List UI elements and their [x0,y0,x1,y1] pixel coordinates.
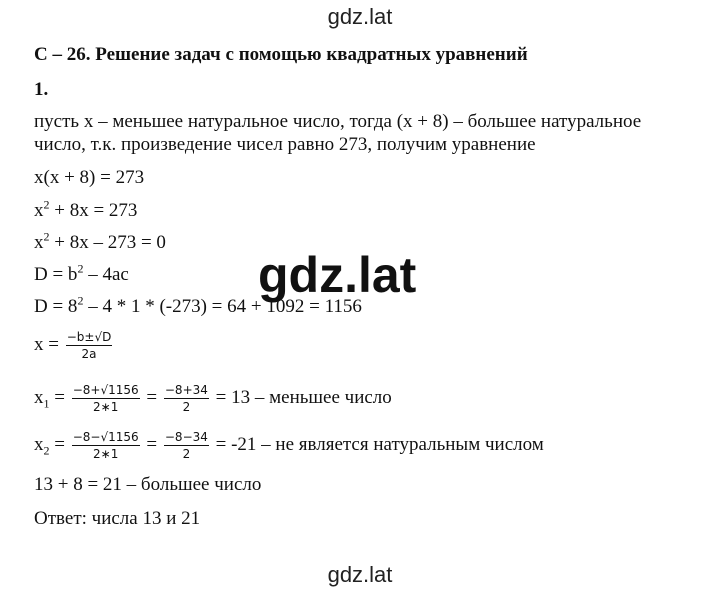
watermark-bottom: gdz.lat [327,562,393,587]
equation-root-1 [34,383,392,414]
equation-1: x(x + 8) = 273 [34,167,145,188]
x2-result: = -21 – не является натуральным числом [215,433,544,455]
equation-3 [34,229,166,254]
x2-label: x [34,433,44,455]
eq3-exponent: 2 [43,229,50,244]
eq6-part-a: x = [34,333,64,355]
x2-fraction-1 [72,430,140,461]
equation-larger-number: 13 + 8 = 21 – большее число [34,474,262,495]
fraction-denominator: 2∗1 [93,400,119,414]
root-formula-fraction [66,330,113,361]
section-title: С – 26. Решение задач с помощью квадратных уравнений [34,44,528,65]
x1-fraction-2 [164,383,209,414]
x1-fraction-1 [72,383,140,414]
x1-subscript: 1 [43,396,50,411]
fraction-numerator: −8+34 [164,383,208,397]
equation-root-2 [34,430,544,461]
fraction-numerator: −b±√D [66,330,112,344]
fraction-numerator: −8+√1156 [72,383,139,397]
eq5-exponent: 2 [77,293,84,308]
equation-discriminant [34,261,129,286]
x1-mid-equals: = [146,386,162,408]
intro-line-1: пусть x – меньшее натуральное число, тогда (x + 8) – большее натуральное [34,111,642,132]
fraction-numerator: −8−34 [164,430,208,444]
x2-equals: = [49,433,70,455]
eq2-part-b: + 8x = 273 [49,200,138,221]
x2-subscript: 2 [43,443,50,458]
fraction-denominator: 2 [182,447,191,461]
task-number: 1. [34,79,49,100]
watermark-top: gdz.lat [327,4,393,29]
eq4-part-b: – 4ac [83,264,129,285]
eq4-exponent: 2 [77,261,84,276]
fraction-denominator: 2 [182,400,191,414]
eq5-part-a: D = 8 [34,296,78,317]
eq3-part-b: + 8x – 273 = 0 [49,232,166,253]
fraction-denominator: 2a [81,347,97,361]
eq3-part-a: x [34,232,44,253]
x1-label: x [34,386,44,408]
answer-line: Ответ: числа 13 и 21 [34,508,201,529]
fraction-numerator: −8−√1156 [72,430,139,444]
eq4-part-a: D = b [34,264,78,285]
eq2-part-a: x [34,200,44,221]
watermark-center: gdz.lat [258,247,417,303]
x1-equals: = [49,386,70,408]
intro-line-2: число, т.к. произведение чисел равно 273, получим уравнение [34,134,536,155]
equation-root-formula [34,330,114,361]
x2-mid-equals: = [146,433,162,455]
x2-fraction-2 [164,430,209,461]
fraction-denominator: 2∗1 [93,447,119,461]
eq2-exponent: 2 [43,197,50,212]
eq5-part-b: – 4 * 1 * (-273) = 64 + 1092 = 1156 [83,296,362,317]
x1-result: = 13 – меньшее число [215,386,392,408]
equation-2 [34,197,138,222]
